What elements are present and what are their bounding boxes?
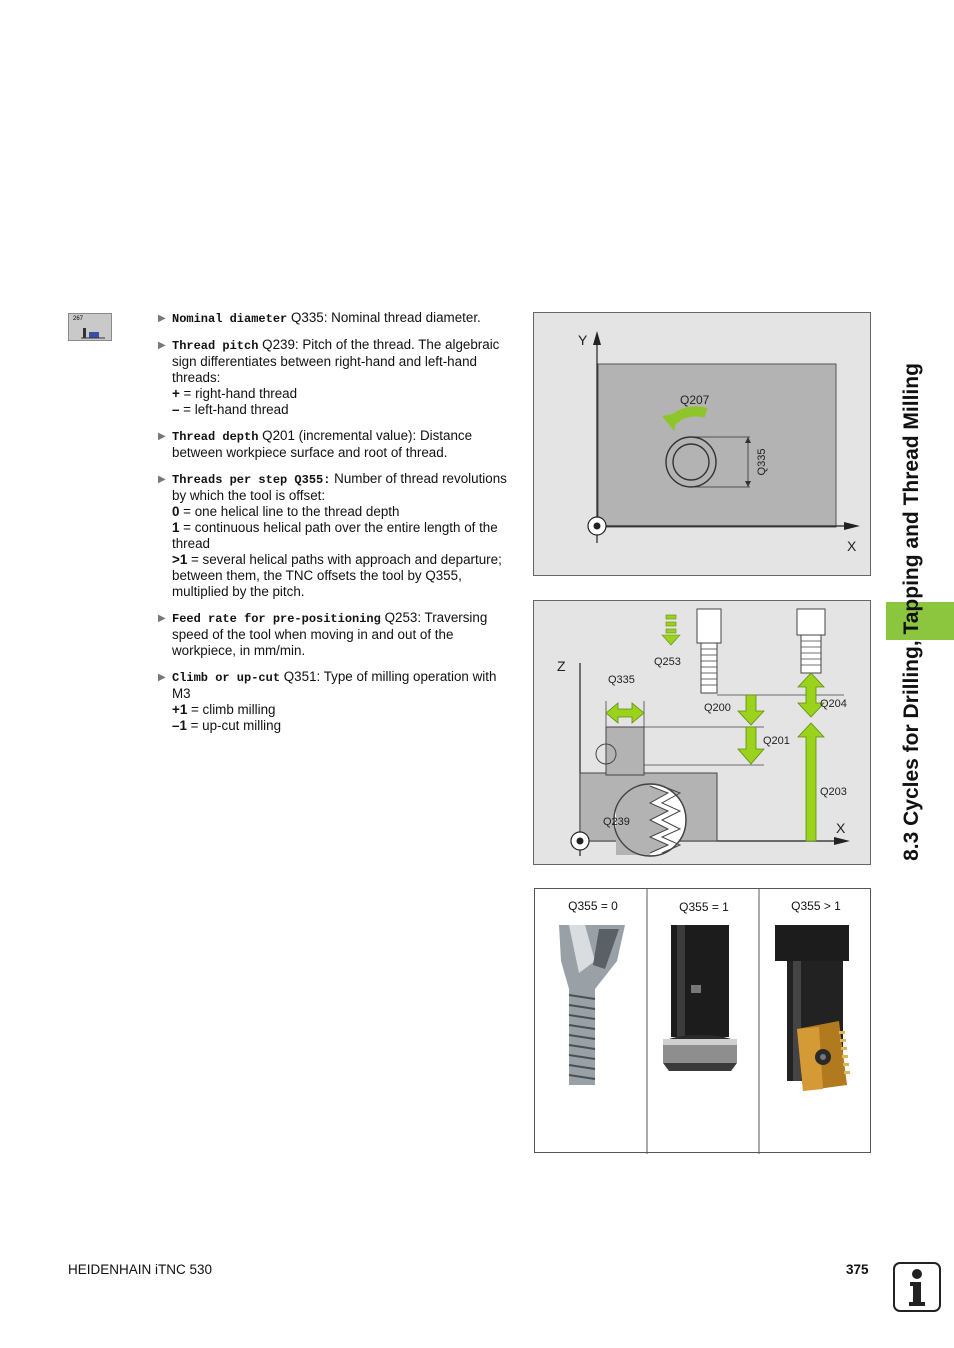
param-climb-or-upcut xyxy=(158,669,514,734)
q335-label: Q335 xyxy=(608,674,635,686)
tool-photo-thread-mill xyxy=(559,925,625,1085)
param-feed-rate-prepositioning xyxy=(158,610,514,659)
param-option: –1 = up-cut milling xyxy=(172,718,282,733)
q201-arrow-icon xyxy=(738,727,764,764)
cycle-267-icon xyxy=(68,313,112,341)
cycle-number: 267 xyxy=(73,316,84,322)
param-text: Q335: Nominal thread diameter. xyxy=(290,310,481,325)
q201-label: Q201 xyxy=(763,735,790,747)
bullet-arrow-icon: ▶ xyxy=(158,672,166,683)
q203-label: Q203 xyxy=(820,786,847,798)
q200-label: Q200 xyxy=(704,702,731,714)
param-text: workpiece, in mm/min. xyxy=(172,643,306,658)
figure-q355-tools xyxy=(534,888,871,1153)
parameter-list xyxy=(158,310,514,744)
thread-milling-cycle-icon xyxy=(69,314,113,342)
tool-photo-single-row-cutter xyxy=(663,925,737,1071)
footer-product-name: HEIDENHAIN iTNC 530 xyxy=(68,1262,213,1277)
y-axis-arrowhead xyxy=(593,331,601,345)
page-number: 375 xyxy=(846,1262,869,1277)
param-keyword: Thread depth xyxy=(172,430,259,444)
bullet-arrow-icon: ▶ xyxy=(158,340,166,351)
param-option: 1 = continuous helical path over the entire length of the thread xyxy=(172,520,498,551)
q335-arrow-icon xyxy=(606,703,644,723)
workpiece-rect xyxy=(598,364,836,527)
bullet-arrow-icon: ▶ xyxy=(158,313,166,324)
param-text: Q253: Traversing xyxy=(384,610,488,625)
tool-shank-right xyxy=(797,609,825,635)
param-keyword: Nominal diameter xyxy=(172,312,288,326)
feed-arrow-icon xyxy=(662,635,680,645)
param-keyword: Thread pitch xyxy=(172,339,259,353)
y-axis-label: Y xyxy=(578,332,588,348)
param-keyword: Climb or up-cut xyxy=(172,671,281,685)
info-icon xyxy=(893,1262,941,1312)
x-axis-label: X xyxy=(847,538,857,554)
caption-q355-0: Q355 = 0 xyxy=(568,899,618,913)
param-option: >1 = several helical paths with approach and departure; between them, the TNC offsets the tool by Q355, multiplied by the pitch. xyxy=(172,552,502,599)
x-axis-arrowhead xyxy=(844,522,860,530)
param-text: between workpiece surface and root of thread. xyxy=(172,445,448,460)
q203-arrow-icon xyxy=(798,723,824,841)
param-keyword: Threads per step Q355: xyxy=(172,473,331,487)
param-thread-pitch xyxy=(158,337,514,418)
param-text: by which the tool is offset: xyxy=(172,488,326,503)
tool-photo-indexable-insert-cutter xyxy=(775,925,850,1091)
param-nominal-diameter xyxy=(158,310,514,327)
param-text: Number of thread revolutions xyxy=(334,471,507,486)
q207-label: Q207 xyxy=(680,393,710,407)
bullet-arrow-icon: ▶ xyxy=(158,431,166,442)
param-option: + = right-hand thread xyxy=(172,386,298,401)
q200-arrow-icon xyxy=(738,695,764,725)
q253-label: Q253 xyxy=(654,656,681,668)
param-text: sign differentiates between right-hand and left-hand xyxy=(172,354,477,369)
param-thread-depth xyxy=(158,428,514,461)
chapter-section-title: 8.3 Cycles for Drilling, Tapping and Thread Milling xyxy=(900,363,923,861)
param-threads-per-step xyxy=(158,471,514,600)
param-text: Q351: Type of milling operation with xyxy=(283,669,497,684)
q335-label: Q335 xyxy=(756,448,768,476)
param-text: Q201 (incremental value): Distance xyxy=(262,428,473,443)
q355-tools-diagram xyxy=(535,889,872,1154)
param-option: – = left-hand thread xyxy=(172,402,289,417)
workpiece-stud xyxy=(606,727,644,775)
param-option: +1 = climb milling xyxy=(172,702,276,717)
param-text: M3 xyxy=(172,686,191,701)
bullet-arrow-icon: ▶ xyxy=(158,474,166,485)
bullet-arrow-icon: ▶ xyxy=(158,613,166,624)
xz-diagram xyxy=(534,601,872,866)
param-text: speed of the tool when moving in and out of the xyxy=(172,627,454,642)
z-axis-label: Z xyxy=(557,658,566,674)
param-text: Q239: Pitch of the thread. The algebraic xyxy=(262,337,500,352)
tool-shank-left xyxy=(697,609,721,643)
q239-label: Q239 xyxy=(603,816,630,828)
caption-q355-1: Q355 = 1 xyxy=(679,900,729,914)
bore-inner-circle xyxy=(673,444,709,480)
param-keyword: Feed rate for pre-positioning xyxy=(172,612,381,626)
param-option: 0 = one helical line to the thread depth xyxy=(172,504,400,519)
xy-diagram xyxy=(534,313,872,577)
figure-xy-plane xyxy=(533,312,871,576)
figure-xz-plane xyxy=(533,600,871,865)
x-axis-label: X xyxy=(836,820,846,836)
tool-cutter-left xyxy=(701,643,717,693)
q204-label: Q204 xyxy=(820,698,847,710)
caption-q355-gt1: Q355 > 1 xyxy=(791,899,841,913)
param-text: threads: xyxy=(172,370,221,385)
